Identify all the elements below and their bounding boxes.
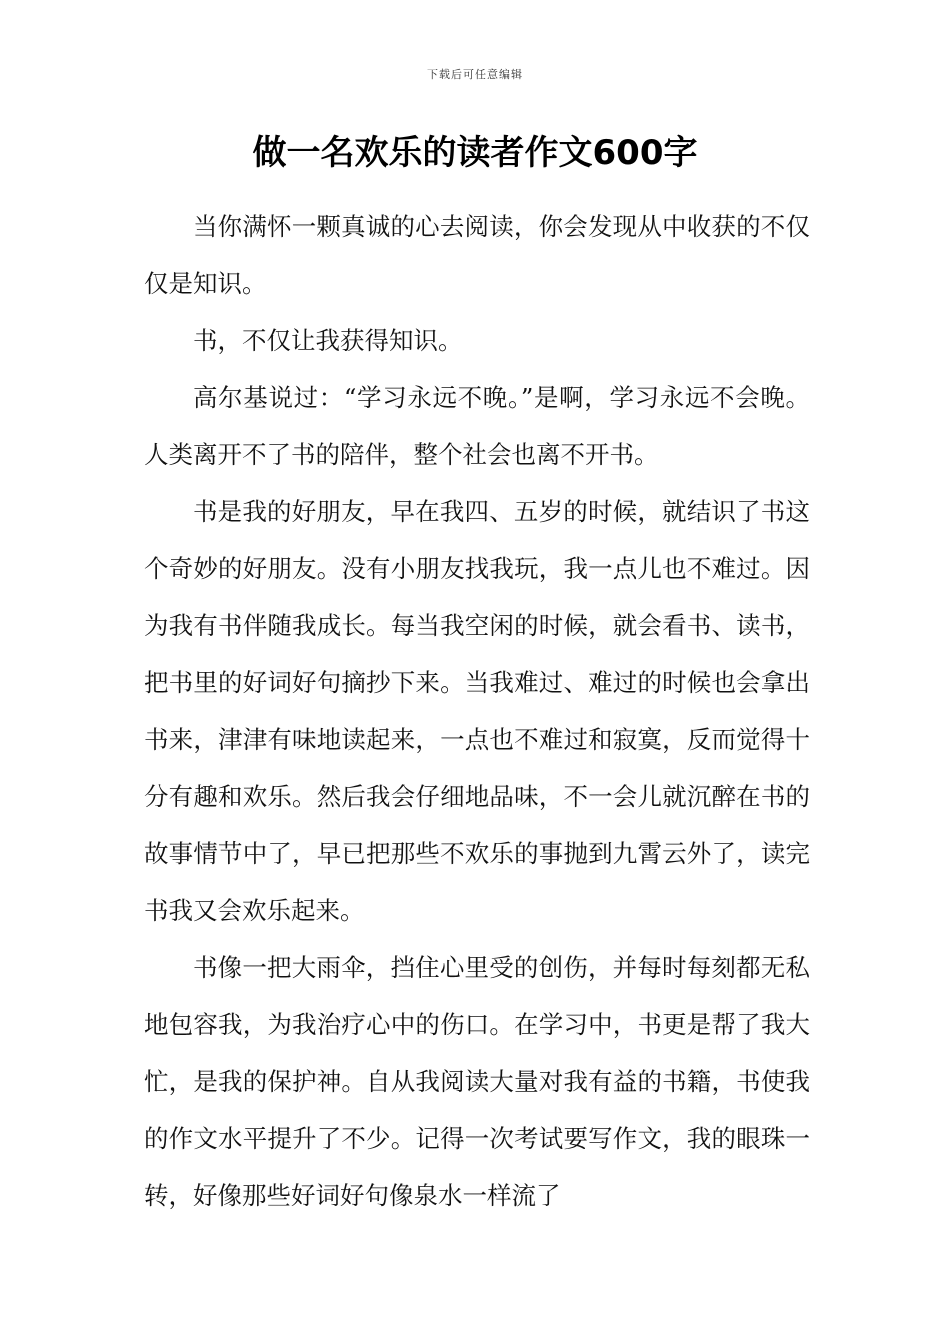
paragraph: 书是我的好朋友，早在我四、五岁的时候，就结识了书这个奇妙的好朋友。没有小朋友找我玩，我一点儿也不难过。因为我有书伴随我成长。每当我空闲的时候，就会看书、读书，把书里的好词好句摘抄下来。当我难过、难过的时候也会拿出书来，津津有味地读起来，一点也不难过和寂寞，反而觉得十分有趣和欢乐。然后我会仔细地品味，不一会儿就沉醉在书的故事情节中了，早已把那些不欢乐的事抛到九霄云外了，读完书我又会欢乐起来。 (144, 497, 810, 925)
document-title: 做一名欢乐的读者作文600字 (252, 133, 698, 173)
paragraph: 书，不仅让我获得知识。 (193, 326, 463, 355)
document-body (144, 198, 810, 1224)
paragraph: 书像一把大雨伞，挡住心里受的创伤，并每时每刻都无私地包容我，为我治疗心中的伤口。在学习中，书更是帮了我大忙，是我的保护神。自从我阅读大量对我有益的书籍，书使我的作文水平提升了不少。记得一次考试要写作文，我的眼珠一转，好像那些好词好句像泉水一样流了 (144, 953, 810, 1210)
header-note: 下载后可任意编辑 (427, 68, 523, 81)
paragraph: 当你满怀一颗真诚的心去阅读，你会发现从中收获的不仅仅是知识。 (144, 212, 810, 298)
paragraph: 高尔基说过：“学习永远不晚。”是啊，学习永远不会晚。人类离开不了书的陪伴，整个社会也离不开书。 (144, 383, 810, 469)
